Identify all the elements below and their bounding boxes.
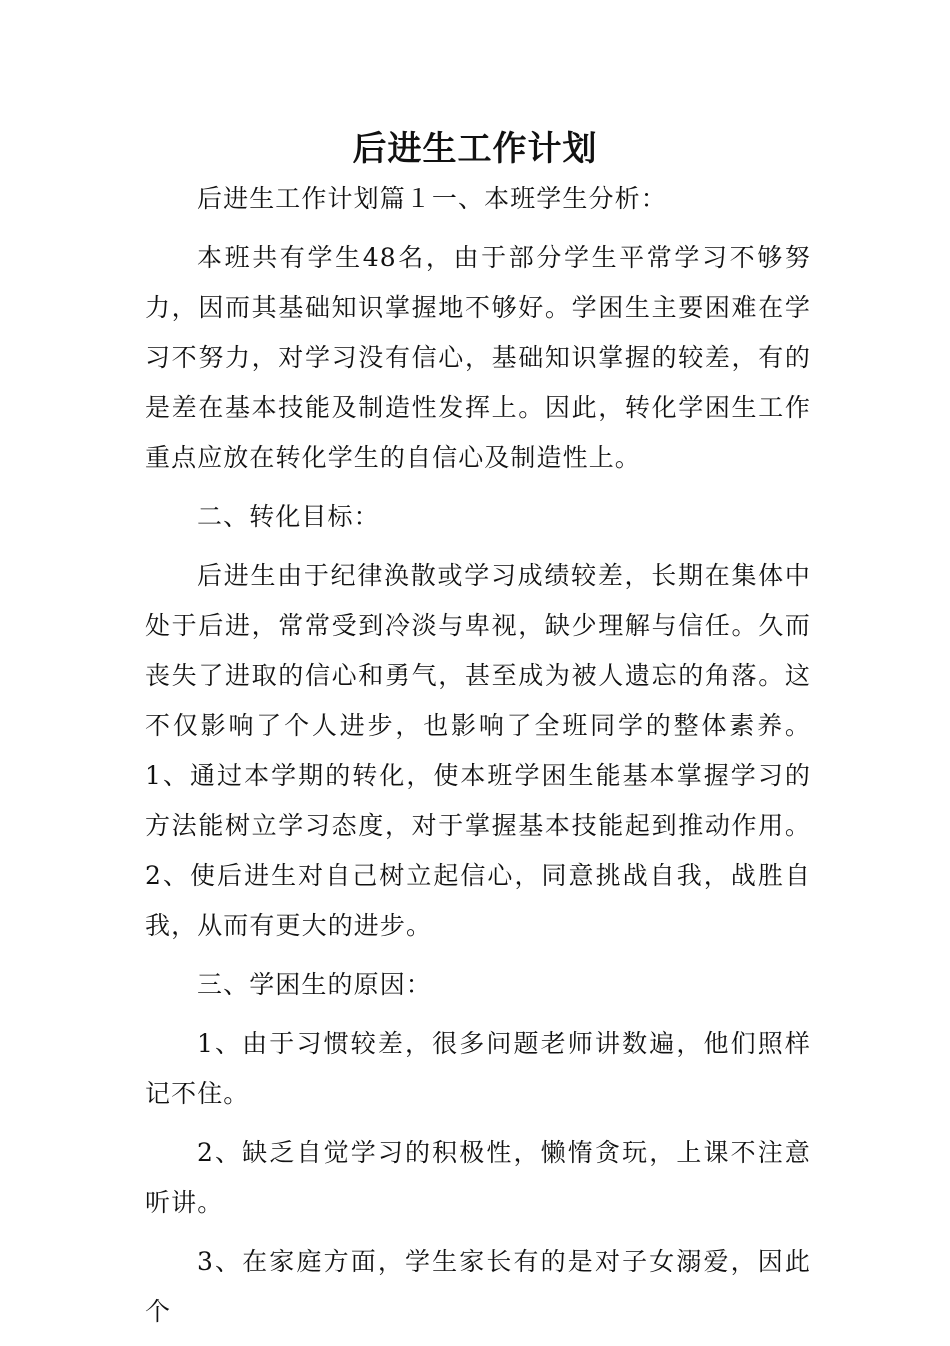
paragraph-goals: 后进生由于纪律涣散或学习成绩较差，长期在集体中处于后进，常常受到冷淡与卑视，缺少理解与信任。久而丧失了进取的信心和勇气，甚至成为被人遗忘的角落。这不仅影响了个人进步，也影响了全班同学的整体素养。1、通过本学期的转化，使本班学困生能基本掌握学习的方法能树立学习态度，对于掌握基本技能起到推动作用。2、使后进生对自己树立起信心，同意挑战自我，战胜自我，从而有更大的进步。: [145, 561, 811, 940]
paragraph-cause-1: 1、由于习惯较差，很多问题老师讲数遍，他们照样记不住。: [145, 1029, 811, 1108]
heading-causes: 三、学困生的原因：: [197, 970, 432, 999]
document-title: 后进生工作计划: [352, 129, 598, 169]
paragraph-cause-3: 3、在家庭方面，学生家长有的是对子女溺爱，因此个: [145, 1247, 811, 1326]
paragraph-class-analysis: 本班共有学生48名，由于部分学生平常学习不够努力，因而其基础知识掌握地不够好。学困生主要困难在学习不努力，对学习没有信心，基础知识掌握的较差，有的是差在基本技能及制造性发挥上。因此，转化学困生工作重点应放在转化学生的自信心及制造性上。: [145, 243, 811, 472]
paragraph-cause-2: 2、缺乏自觉学习的积极性，懒惰贪玩，上课不注意听讲。: [145, 1138, 811, 1217]
heading-goals: 二、转化目标：: [197, 502, 380, 531]
document-body: [145, 174, 811, 1346]
paragraph-intro: 后进生工作计划篇１一、本班学生分析：: [197, 184, 667, 213]
